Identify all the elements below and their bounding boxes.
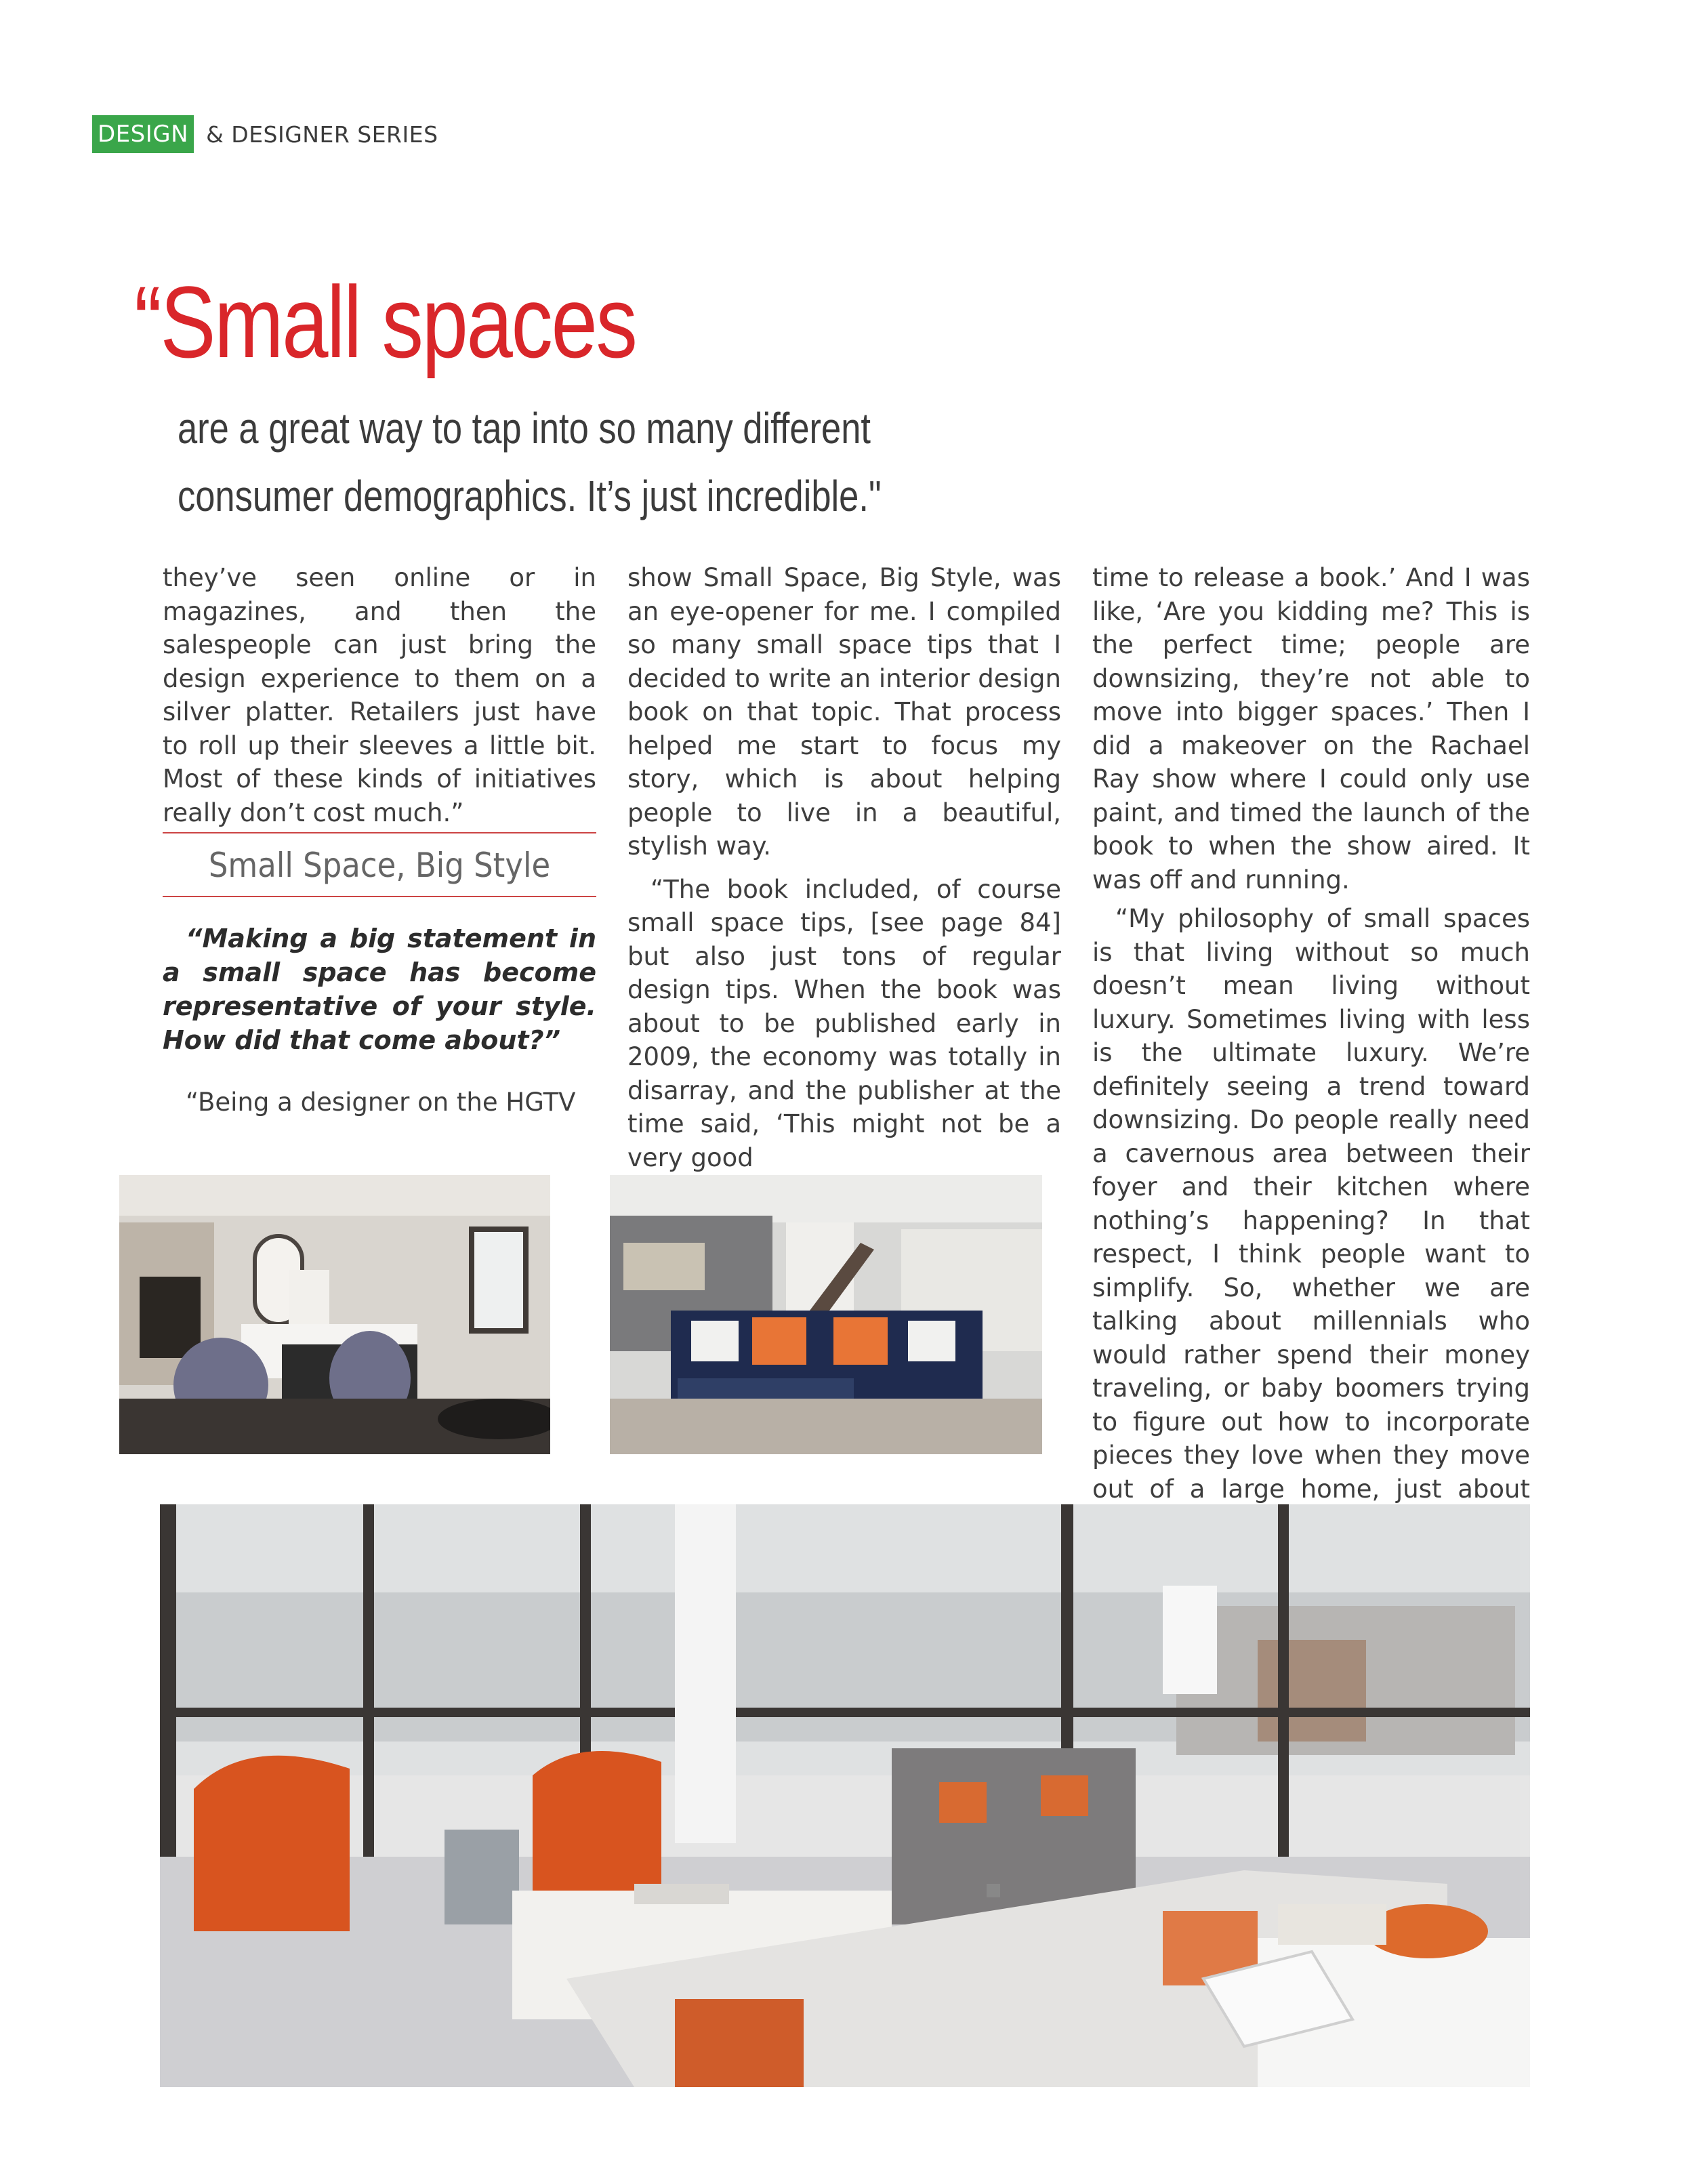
subhead-rule-bottom bbox=[163, 896, 596, 897]
series-label: & DESIGNER SERIES bbox=[206, 121, 438, 148]
subhead: Small Space, Big Style bbox=[208, 846, 551, 885]
section-badge: DESIGN bbox=[92, 115, 194, 153]
question-text: “Making a big statement in a small space has become representative of your style. How did that come about?” bbox=[163, 924, 596, 1055]
interview-question bbox=[163, 922, 596, 1057]
photo-living-room-fireplace bbox=[119, 1175, 550, 1454]
column-2 bbox=[627, 561, 1061, 1174]
pull-quote-subtext bbox=[178, 394, 955, 530]
photo-blue-sofa-room bbox=[610, 1175, 1042, 1454]
column-3-paragraph-1: time to release a book.’ And I was like, ‘Are you kidding me? This is the perfect time; people are downsizing, they’re not able to move into bigger spaces.’ Then I did a makeover on the Rachael Ray show where I could only use paint, and timed the launch of the book to when the show aired. It was off and running. bbox=[1092, 563, 1530, 894]
photo-main-living-room-city-view bbox=[160, 1504, 1530, 2087]
section-header bbox=[92, 115, 438, 153]
pull-quote-line-1: are a great way to tap into so many different bbox=[178, 404, 871, 453]
column-1-bottom bbox=[163, 1086, 596, 1119]
column-3-paragraph-2: “My philosophy of small spaces is that living without so much doesn’t mean living without luxury. Sometimes living with less is the ultimate luxury. We’re definitely seeing a trend toward downsizing. Do people really need a cavernous area between their foyer and their kitchen where nothing’s happening? In that respect, I think people want to simplify. So, whether we are talking about millennials who would rather spend their money traveling, or baby boomers trying to figure out how to incorporate pieces they love when they move out of a large home, just about bbox=[1092, 904, 1530, 1504]
subhead-rule-top bbox=[163, 832, 596, 833]
column-1-paragraph-1: they’ve seen online or in magazines, and then the salespeople can just bring the design experience to them on a silver platter. Retailers just have to roll up their sleeves a little bit. Most of these kinds of initiatives really don’t cost much.” bbox=[163, 563, 596, 827]
pull-quote-headline: “Small spaces bbox=[134, 265, 636, 379]
column-3 bbox=[1092, 561, 1530, 1540]
column-2-paragraph-2: “The book included, of course small space tips, [see page 84] but also just tons of regular design tips. When the book was about to be published early in 2009, the economy was totally in disarray, and the publisher at the time said, ‘This might not be a very good bbox=[627, 874, 1061, 1172]
column-1-paragraph-2: “Being a designer on the HGTV bbox=[186, 1088, 576, 1117]
column-2-paragraph-1: show Small Space, Big Style, was an eye-opener for me. I compiled so many small space tips that I decided to write an interior design book on that topic. That process helped me start to focus my story, which is about helping people to live in a beautiful, stylish way. bbox=[627, 563, 1061, 861]
pull-quote-line-2: consumer demographics. It’s just incredible." bbox=[178, 472, 882, 520]
column-1-top bbox=[163, 561, 596, 829]
